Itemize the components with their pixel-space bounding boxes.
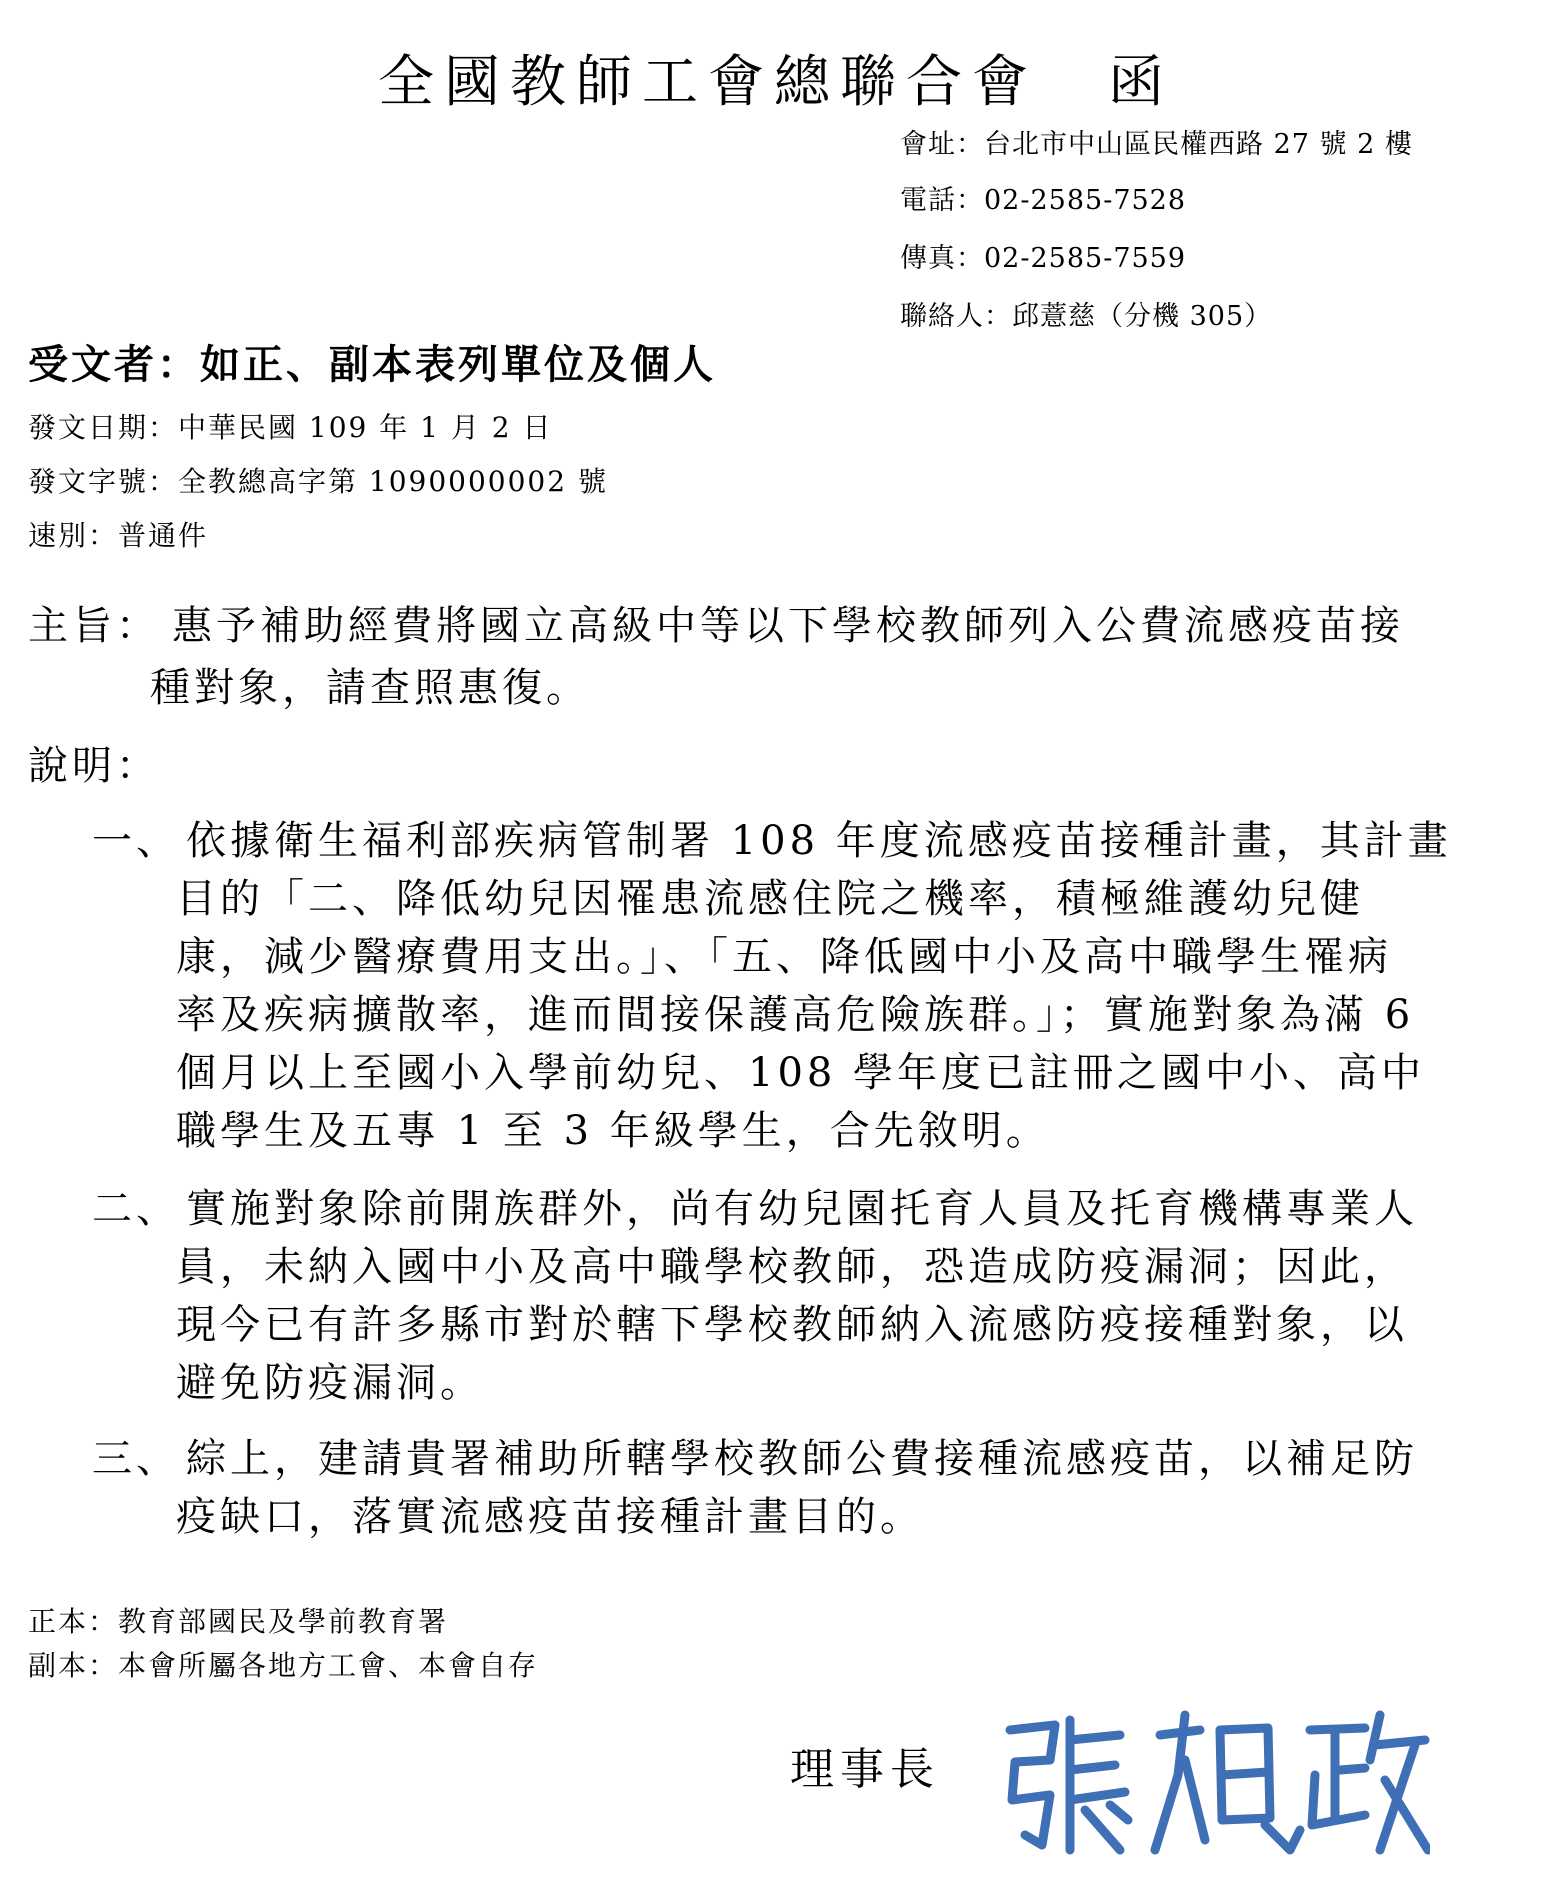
item-2-line-1: 實施對象除前開族群外，尚有幼兒園托育人員及托育機構專業人 bbox=[186, 1186, 1418, 1232]
signature-image bbox=[1000, 1700, 1430, 1860]
doc-type: 函 bbox=[1108, 50, 1174, 115]
contact-fax: 傳真：02-2585-7559 bbox=[900, 243, 1187, 274]
contact-phone: 電話：02-2585-7528 bbox=[900, 185, 1187, 216]
item-1-line-6: 職學生及五專 1 至 3 年級學生，合先敘明。 bbox=[176, 1108, 1050, 1154]
signatory-title: 理事長 bbox=[790, 1744, 940, 1795]
item-3-line-1: 綜上，建請貴署補助所轄學校教師公費接種流感疫苗，以補足防 bbox=[186, 1436, 1418, 1482]
item-1-line-1: 依據衛生福利部疾病管制署 108 年度流感疫苗接種計畫，其計畫 bbox=[186, 818, 1452, 864]
document-title bbox=[0, 48, 1552, 118]
item-1-marker: 一、 bbox=[92, 818, 180, 864]
priority: 速別：普通件 bbox=[28, 519, 209, 552]
org-name: 全國教師工會總聯合會 bbox=[378, 50, 1038, 115]
subject-line-2: 種對象，請查照惠復。 bbox=[150, 665, 590, 711]
item-1-line-5: 個月以上至國小入學前幼兒、108 學年度已註冊之國中小、高中 bbox=[176, 1050, 1426, 1096]
item-1-line-2: 目的「二、降低幼兒因罹患流感住院之機率，積極維護幼兒健 bbox=[176, 876, 1364, 922]
item-2-marker: 二、 bbox=[92, 1186, 180, 1232]
copy-recipients: 副本：本會所屬各地方工會、本會自存 bbox=[28, 1649, 539, 1682]
item-1-line-4: 率及疾病擴散率，進而間接保護高危險族群。」；實施對象為滿 6 bbox=[176, 992, 1415, 1038]
item-1-line-3: 康，減少醫療費用支出。」、「五、降低國中小及高中職學生罹病 bbox=[176, 934, 1392, 980]
explanation-label: 說明： bbox=[28, 743, 160, 789]
issue-date: 發文日期：中華民國 109 年 1 月 2 日 bbox=[28, 411, 553, 444]
recipient-line: 受文者：如正、副本表列單位及個人 bbox=[28, 341, 716, 388]
item-2-line-4: 避免防疫漏洞。 bbox=[176, 1360, 484, 1406]
item-3-line-2: 疫缺口，落實流感疫苗接種計畫目的。 bbox=[176, 1494, 924, 1540]
document-number: 發文字號：全教總高字第 1090000002 號 bbox=[28, 465, 608, 498]
item-3-marker: 三、 bbox=[92, 1436, 180, 1482]
subject-line-1: 惠予補助經費將國立高級中等以下學校教師列入公費流感疫苗接 bbox=[172, 603, 1404, 649]
contact-person: 聯絡人：邱薏慈（分機 305） bbox=[900, 301, 1273, 332]
subject-label: 主旨： bbox=[28, 603, 160, 649]
original-recipient: 正本：教育部國民及學前教育署 bbox=[28, 1605, 449, 1638]
contact-address: 會址：台北市中山區民權西路 27 號 2 樓 bbox=[900, 129, 1413, 160]
item-2-line-2: 員，未納入國中小及高中職學校教師，恐造成防疫漏洞；因此， bbox=[176, 1244, 1408, 1290]
item-2-line-3: 現今已有許多縣市對於轄下學校教師納入流感防疫接種對象，以 bbox=[176, 1302, 1408, 1348]
